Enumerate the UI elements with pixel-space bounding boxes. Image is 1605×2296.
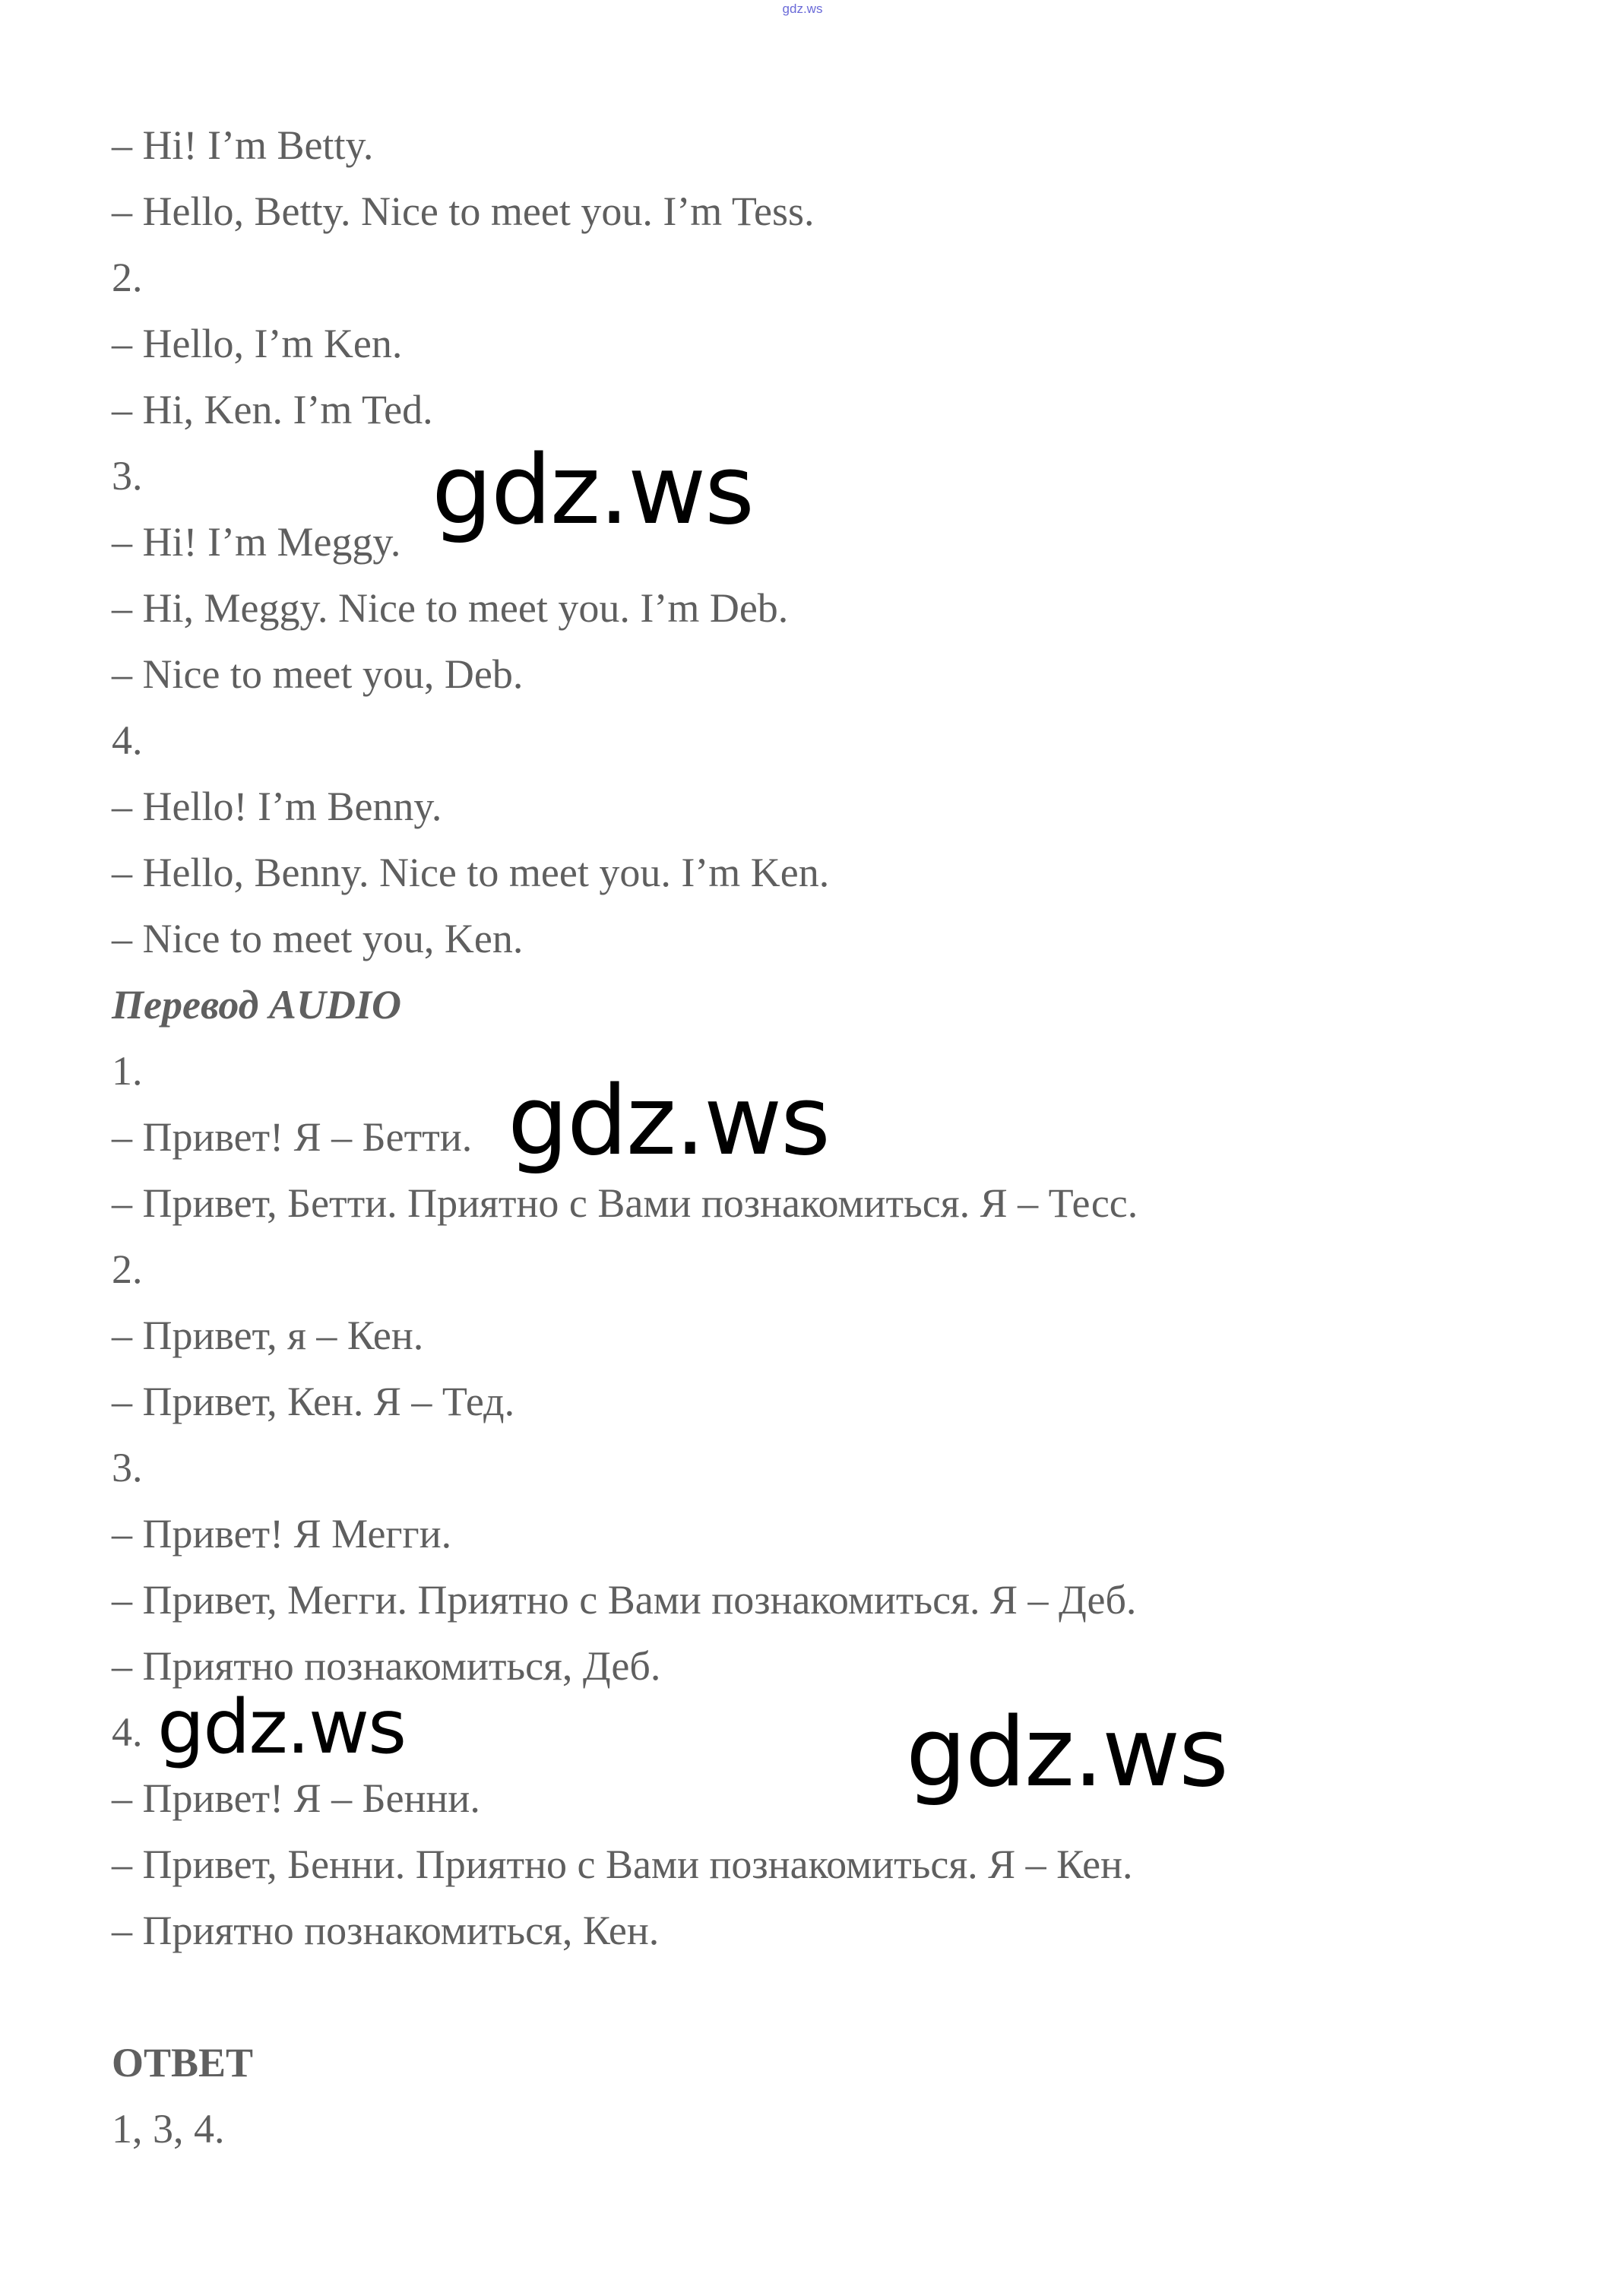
- translation-line: – Приятно познакомиться, Деб.: [112, 1643, 661, 1689]
- translation-heading: Перевод AUDIO: [112, 982, 401, 1028]
- dialogue-number: 3.: [112, 453, 143, 499]
- translation-line: – Привет! Я – Бенни.: [112, 1775, 480, 1821]
- watermark: gdz.ws: [906, 1696, 1227, 1808]
- dialogue-number: 4.: [112, 717, 143, 763]
- answer-heading: ОТВЕТ: [112, 2040, 254, 2085]
- dialogue-line: – Hi, Ken. I’m Ted.: [112, 387, 433, 432]
- dialogue-line: – Hi! I’m Betty.: [112, 122, 374, 168]
- translation-line: – Привет! Я – Бетти.: [112, 1114, 473, 1160]
- answer-value: 1, 3, 4.: [112, 2106, 225, 2152]
- translation-line: – Привет, я – Кен.: [112, 1313, 424, 1358]
- dialogue-line: – Nice to meet you, Deb.: [112, 651, 524, 697]
- watermark: gdz.ws: [157, 1684, 406, 1771]
- translation-line: – Привет, Бетти. Приятно с Вами познакомиться. Я – Тесс.: [112, 1180, 1138, 1226]
- translation-line: – Привет! Я Мегги.: [112, 1511, 452, 1557]
- dialogue-line: – Hello, Benny. Nice to meet you. I’m Ken.: [112, 850, 830, 895]
- dialogue-line: – Hello, I’m Ken.: [112, 321, 403, 366]
- watermark: gdz.ws: [432, 434, 753, 546]
- translation-number: 4.: [112, 1709, 143, 1755]
- translation-number: 2.: [112, 1246, 143, 1292]
- translation-line: – Привет, Мегги. Приятно с Вами познакомиться. Я – Деб.: [112, 1577, 1137, 1623]
- section-spacer: [112, 1964, 1518, 2030]
- dialogue-line: – Hello, Betty. Nice to meet you. I’m Tess.: [112, 188, 815, 234]
- dialogue-line: – Nice to meet you, Ken.: [112, 916, 524, 961]
- translation-number: 1.: [112, 1048, 143, 1094]
- translation-line: – Привет, Бенни. Приятно с Вами познакомиться. Я – Кен.: [112, 1842, 1133, 1887]
- dialogue-line: – Hi! I’m Meggy.: [112, 519, 401, 565]
- dialogue-number: 2.: [112, 255, 143, 300]
- dialogue-line: – Hi, Meggy. Nice to meet you. I’m Deb.: [112, 585, 789, 631]
- translation-line: – Привет, Кен. Я – Тед.: [112, 1379, 515, 1424]
- translation-line: – Приятно познакомиться, Кен.: [112, 1908, 660, 1953]
- translation-number: 3.: [112, 1445, 143, 1490]
- site-mark: gdz.ws: [782, 2, 823, 16]
- watermark: gdz.ws: [508, 1065, 829, 1177]
- dialogue-line: – Hello! I’m Benny.: [112, 784, 442, 829]
